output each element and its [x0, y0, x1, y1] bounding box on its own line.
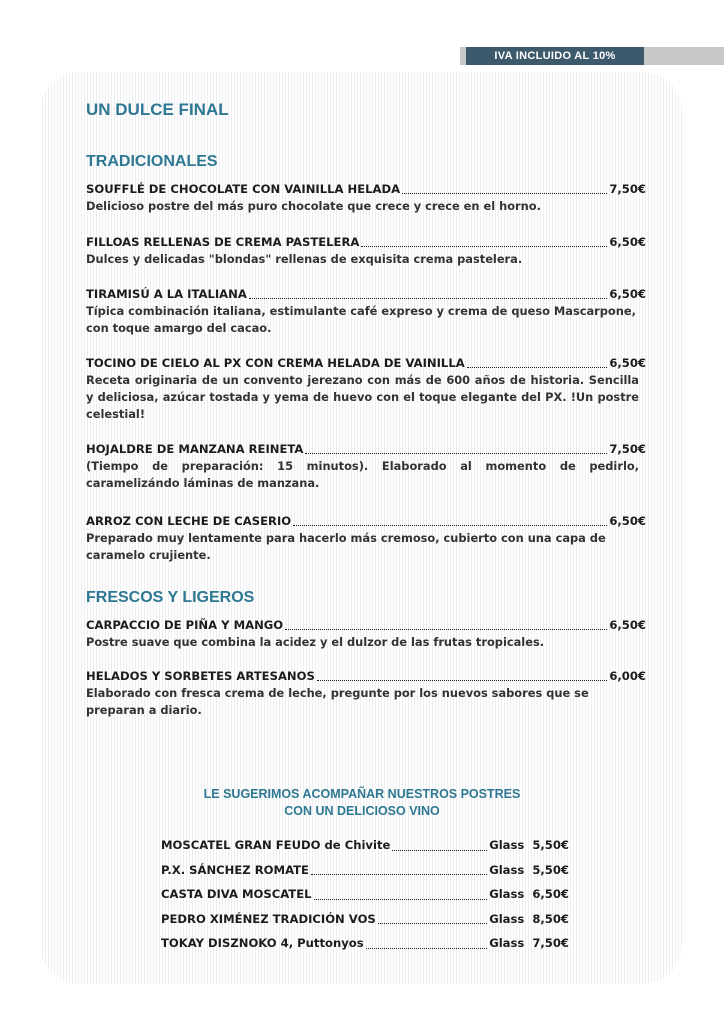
- wine-name: PEDRO XIMÉNEZ TRADICIÓN VOS: [161, 911, 376, 926]
- menu-item: [86, 234, 646, 268]
- item-description: Postre suave que combina la acidez y el dulzor de las frutas tropicales.: [86, 635, 545, 649]
- wine-unit: Glass: [489, 838, 525, 852]
- wine-row: [161, 858, 569, 883]
- item-description: (Tiempo de preparación: 15 minutos). Elaborado al momento de pedirlo, caramelizándo láminas de manzana.: [86, 459, 639, 490]
- dot-leader: [392, 850, 487, 851]
- vat-banner: [460, 47, 724, 65]
- wine-price: 7,50€: [532, 936, 569, 950]
- vat-note: IVA INCLUIDO AL 10%: [466, 47, 644, 65]
- item-description: Típica combinación italiana, estimulante café expreso y crema de queso Mascarpone, con toque amargo del cacao.: [86, 304, 636, 335]
- section-title-tradicionales: TRADICIONALES: [86, 153, 218, 170]
- item-price: 6,50€: [609, 618, 646, 632]
- wine-name: CASTA DIVA MOSCATEL: [161, 887, 312, 901]
- wine-row: [161, 907, 569, 932]
- item-price: 7,50€: [609, 442, 646, 456]
- dot-leader: [314, 899, 488, 900]
- dot-leader: [285, 629, 607, 630]
- wine-unit: Glass: [489, 887, 525, 901]
- menu-item: [86, 441, 646, 492]
- wine-list: [161, 833, 569, 956]
- item-price: 6,50€: [609, 287, 646, 301]
- wine-price: 5,50€: [532, 862, 569, 877]
- wine-name: TOKAY DISZNOKO 4, Puttonyos: [161, 936, 364, 950]
- wine-unit: Glass: [489, 862, 525, 877]
- wine-pairing-title-line2: CON UN DELICIOSO VINO: [284, 804, 440, 818]
- dot-leader: [402, 193, 607, 194]
- wine-price: 8,50€: [532, 911, 569, 926]
- item-description: Elaborado con fresca crema de leche, pregunte por los nuevos sabores que se preparan a diario.: [86, 686, 589, 717]
- dot-leader: [311, 874, 487, 875]
- item-name: HELADOS Y SORBETES ARTESANOS: [86, 669, 315, 683]
- wine-name: P.X. SÁNCHEZ ROMATE: [161, 862, 309, 877]
- item-price: 6,50€: [609, 356, 646, 370]
- wine-unit: Glass: [489, 911, 525, 926]
- section-title-frescos: FRESCOS Y LIGEROS: [86, 589, 255, 606]
- wine-row: [161, 882, 569, 907]
- item-name: FILLOAS RELLENAS DE CREMA PASTELERA: [86, 235, 360, 249]
- item-price: 6,50€: [609, 235, 646, 249]
- item-description: Preparado muy lentamente para hacerlo más cremoso, cubierto con una capa de caramelo crujiente.: [86, 531, 606, 562]
- dot-leader: [317, 680, 607, 681]
- item-name: TIRAMISÚ A LA ITALIANA: [86, 287, 247, 301]
- item-name: HOJALDRE DE MANZANA REINETA: [86, 442, 304, 456]
- wine-pairing-title: [0, 786, 724, 820]
- menu-item: [86, 181, 646, 215]
- dot-leader: [249, 298, 607, 299]
- item-description: Delicioso postre del más puro chocolate que crece y crece en el horno.: [86, 199, 541, 213]
- menu-item: [86, 513, 646, 564]
- item-price: 7,50€: [609, 182, 646, 196]
- wine-unit: Glass: [489, 936, 525, 950]
- menu-item: [86, 668, 646, 719]
- item-name: TOCINO DE CIELO AL PX CON CREMA HELADA DE VAINILLA: [86, 356, 465, 370]
- wine-row: [161, 931, 569, 956]
- dot-leader: [366, 948, 488, 949]
- menu-item: [86, 355, 646, 423]
- menu-item: [86, 286, 646, 337]
- wine-name: MOSCATEL GRAN FEUDO de Chivite: [161, 838, 391, 852]
- menu-item: [86, 617, 646, 651]
- item-name: CARPACCIO DE PIÑA Y MANGO: [86, 618, 284, 632]
- item-description: Receta originaria de un convento jerezano con más de 600 años de historia. Sencilla y deliciosa, azúcar tostada y yema de huevo con el toque elegante del PX. !Un postre celestial!: [86, 373, 639, 421]
- wine-pairing-title-line1: LE SUGERIMOS ACOMPAÑAR NUESTROS POSTRES: [203, 787, 521, 801]
- item-price: 6,00€: [609, 669, 646, 683]
- page-title: UN DULCE FINAL: [86, 100, 229, 119]
- dot-leader: [305, 453, 607, 454]
- item-price: 6,50€: [609, 514, 646, 528]
- item-name: ARROZ CON LECHE DE CASERIO: [86, 514, 292, 528]
- dot-leader: [467, 367, 608, 368]
- wine-price: 5,50€: [532, 838, 569, 852]
- wine-price: 6,50€: [532, 887, 569, 901]
- item-name: SOUFFLÉ DE CHOCOLATE CON VAINILLA HELADA: [86, 182, 401, 196]
- item-description: Dulces y delicadas "blondas" rellenas de exquisita crema pastelera.: [86, 252, 523, 266]
- dot-leader: [293, 525, 607, 526]
- dot-leader: [361, 246, 607, 247]
- dot-leader: [378, 923, 487, 924]
- wine-row: [161, 833, 569, 858]
